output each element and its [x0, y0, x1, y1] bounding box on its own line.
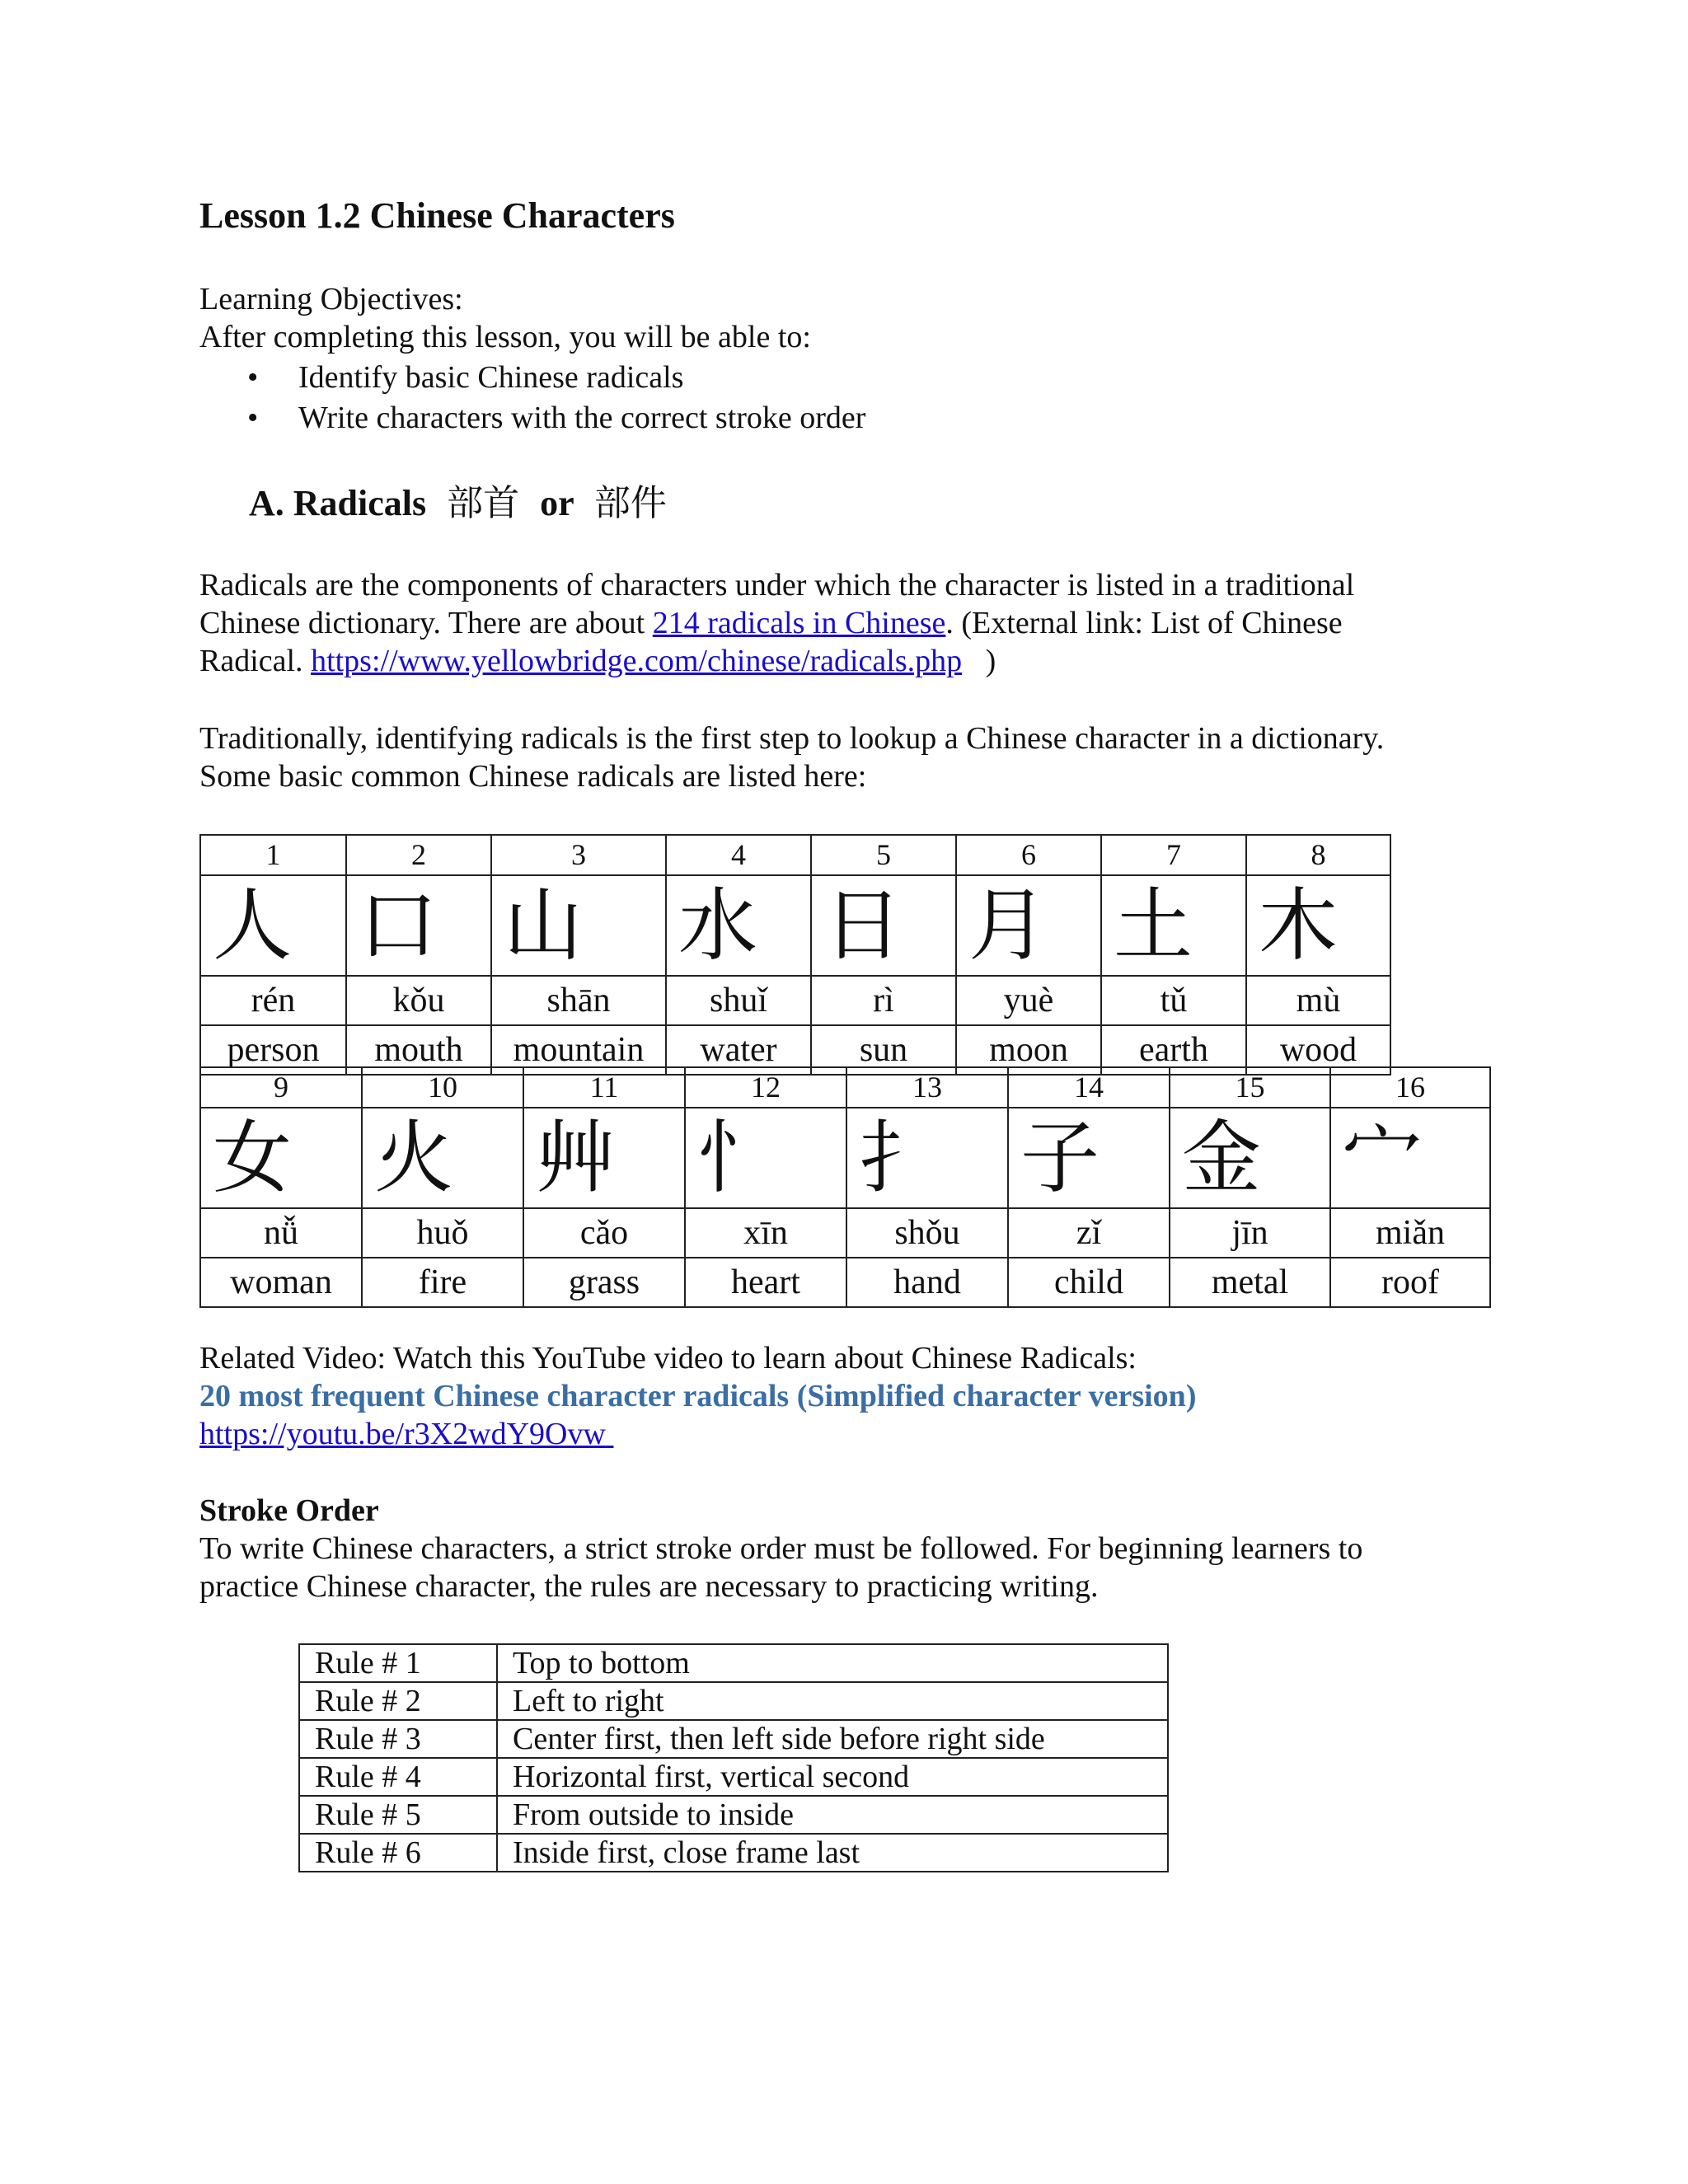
radical-number: 16 — [1330, 1067, 1490, 1108]
radical-character: 口 — [346, 875, 491, 976]
table-row — [299, 1682, 1168, 1720]
radical-english: roof — [1330, 1258, 1490, 1307]
radical-pinyin-row — [200, 976, 1390, 1025]
related-video-intro: Related Video: Watch this YouTube video to learn about Chinese Radicals: — [199, 1341, 1137, 1376]
radical-character: 金 — [1170, 1108, 1330, 1208]
radical-english: metal — [1170, 1258, 1330, 1307]
radical-pinyin: shuǐ — [666, 976, 811, 1025]
stroke-order-section — [199, 1492, 1535, 1605]
page-title: Lesson 1.2 Chinese Characters — [199, 195, 675, 236]
radical-character: 日 — [811, 875, 956, 976]
objectives-heading: Learning Objectives: — [199, 282, 463, 316]
objective-text: Write characters with the correct stroke order — [298, 401, 866, 435]
stroke-order-line-2: practice Chinese character, the rules are necessary to practicing writing. — [199, 1569, 1099, 1604]
lookup-line-2: Some basic common Chinese radicals are listed here: — [199, 759, 867, 794]
section-a-term-2: 部件 — [593, 482, 667, 524]
radical-character: 艸 — [523, 1108, 685, 1208]
table-row — [299, 1834, 1168, 1872]
radical-number: 13 — [846, 1067, 1008, 1108]
radical-english: sun — [811, 1025, 956, 1075]
radical-character: 人 — [200, 875, 346, 976]
related-video — [199, 1339, 1535, 1453]
radical-pinyin: huǒ — [362, 1208, 523, 1258]
radical-pinyin: nǚ — [200, 1208, 362, 1258]
stroke-order-rules-table — [298, 1643, 1169, 1872]
radical-pinyin: shān — [491, 976, 666, 1025]
radicals-intro-line-2 — [199, 604, 1535, 642]
radicals-intro-text: Chinese dictionary. There are about — [199, 606, 653, 640]
rule-text: Left to right — [497, 1682, 1168, 1720]
youtube-link[interactable]: https://youtu.be/r3X2wdY9Ovw — [199, 1417, 614, 1451]
radical-english: wood — [1246, 1025, 1390, 1075]
lookup-paragraph — [199, 719, 1535, 795]
radical-number: 8 — [1246, 835, 1390, 875]
objectives-list — [199, 358, 865, 438]
radical-pinyin: rì — [811, 976, 956, 1025]
radical-character: 子 — [1008, 1108, 1170, 1208]
rule-text: From outside to inside — [497, 1796, 1168, 1834]
radical-number: 7 — [1101, 835, 1246, 875]
section-a-heading — [249, 480, 667, 527]
radical-english: grass — [523, 1258, 685, 1307]
section-a-or: or — [540, 483, 574, 523]
radical-number: 15 — [1170, 1067, 1330, 1108]
radical-number: 11 — [523, 1067, 685, 1108]
radical-character-row — [200, 1108, 1490, 1208]
rule-number: Rule # 1 — [299, 1644, 497, 1682]
radical-english: moon — [956, 1025, 1101, 1075]
radical-character-row — [200, 875, 1390, 976]
yellowbridge-link[interactable]: https://www.yellowbridge.com/chinese/radicals.php — [311, 644, 963, 678]
radical-character: 月 — [956, 875, 1101, 976]
bullet-icon: • — [247, 401, 259, 435]
radical-character: 土 — [1101, 875, 1246, 976]
radical-pinyin: jīn — [1170, 1208, 1330, 1258]
radical-pinyin: zǐ — [1008, 1208, 1170, 1258]
radical-english: woman — [200, 1258, 362, 1307]
radical-pinyin-row — [200, 1208, 1490, 1258]
radicals-intro-text: . (External link: List of Chinese — [945, 606, 1343, 640]
lookup-line-1: Traditionally, identifying radicals is the first step to lookup a Chinese character in a dictionary. — [199, 721, 1385, 756]
radical-character: 山 — [491, 875, 666, 976]
objective-text: Identify basic Chinese radicals — [298, 360, 684, 395]
rule-number: Rule # 6 — [299, 1834, 497, 1872]
rule-number: Rule # 4 — [299, 1758, 497, 1796]
radical-pinyin: kǒu — [346, 976, 491, 1025]
radical-number: 10 — [362, 1067, 523, 1108]
radicals-intro — [199, 566, 1535, 680]
radical-english: heart — [685, 1258, 846, 1307]
radical-number: 1 — [200, 835, 346, 875]
radicals-table-2 — [199, 1066, 1491, 1308]
section-a-term-1: 部首 — [447, 482, 520, 524]
radical-character: 水 — [666, 875, 811, 976]
radicals-intro-line-3 — [199, 642, 1535, 680]
radical-pinyin: xīn — [685, 1208, 846, 1258]
radical-english: mountain — [491, 1025, 666, 1075]
radical-character: 女 — [200, 1108, 362, 1208]
radical-number: 14 — [1008, 1067, 1170, 1108]
radical-english-row — [200, 1258, 1490, 1307]
rule-text: Top to bottom — [497, 1644, 1168, 1682]
radical-character: 宀 — [1330, 1108, 1490, 1208]
radical-number: 6 — [956, 835, 1101, 875]
radical-number: 5 — [811, 835, 956, 875]
table-row — [299, 1796, 1168, 1834]
radical-pinyin: tǔ — [1101, 976, 1246, 1025]
table-row — [299, 1758, 1168, 1796]
radical-pinyin: shǒu — [846, 1208, 1008, 1258]
radical-english: earth — [1101, 1025, 1246, 1075]
objectives-intro: After completing this lesson, you will be able to: — [199, 320, 811, 354]
radical-number-row — [200, 835, 1390, 875]
related-video-title: 20 most frequent Chinese character radicals (Simplified character version) — [199, 1379, 1197, 1413]
stroke-order-line-1: To write Chinese characters, a strict stroke order must be followed. For beginning learners to — [199, 1531, 1363, 1566]
radical-english: mouth — [346, 1025, 491, 1075]
radical-english: child — [1008, 1258, 1170, 1307]
radical-english: person — [200, 1025, 346, 1075]
radical-pinyin: miǎn — [1330, 1208, 1490, 1258]
radical-english: water — [666, 1025, 811, 1075]
radicals-count-link[interactable]: 214 radicals in Chinese — [652, 606, 946, 640]
rule-number: Rule # 2 — [299, 1682, 497, 1720]
objective-item — [199, 398, 865, 438]
objective-item — [199, 358, 865, 398]
table-row — [299, 1644, 1168, 1682]
radicals-intro-text: ) — [962, 644, 996, 678]
rule-number: Rule # 5 — [299, 1796, 497, 1834]
rule-text: Center first, then left side before right side — [497, 1720, 1168, 1758]
radical-pinyin: mù — [1246, 976, 1390, 1025]
radical-character: 扌 — [846, 1108, 1008, 1208]
section-a-label: A. Radicals — [249, 483, 427, 523]
radical-english: hand — [846, 1258, 1008, 1307]
bullet-icon: • — [247, 360, 259, 395]
radical-number: 2 — [346, 835, 491, 875]
radical-number: 3 — [491, 835, 666, 875]
radical-character: 火 — [362, 1108, 523, 1208]
radicals-intro-text: Radical. — [199, 644, 312, 678]
radical-pinyin: rén — [200, 976, 346, 1025]
radical-number-row — [200, 1067, 1490, 1108]
radical-pinyin: cǎo — [523, 1208, 685, 1258]
radical-pinyin: yuè — [956, 976, 1101, 1025]
table-row — [299, 1720, 1168, 1758]
radical-character: 忄 — [685, 1108, 846, 1208]
radical-english: fire — [362, 1258, 523, 1307]
radical-number: 4 — [666, 835, 811, 875]
radical-character: 木 — [1246, 875, 1390, 976]
stroke-order-heading: Stroke Order — [199, 1493, 379, 1528]
radical-number: 9 — [200, 1067, 362, 1108]
rule-text: Inside first, close frame last — [497, 1834, 1168, 1872]
rule-number: Rule # 3 — [299, 1720, 497, 1758]
radicals-intro-line-1: Radicals are the components of characters under which the character is listed in a traditional — [199, 568, 1355, 602]
radicals-table-1 — [199, 834, 1391, 1076]
rule-text: Horizontal first, vertical second — [497, 1758, 1168, 1796]
radical-number: 12 — [685, 1067, 846, 1108]
